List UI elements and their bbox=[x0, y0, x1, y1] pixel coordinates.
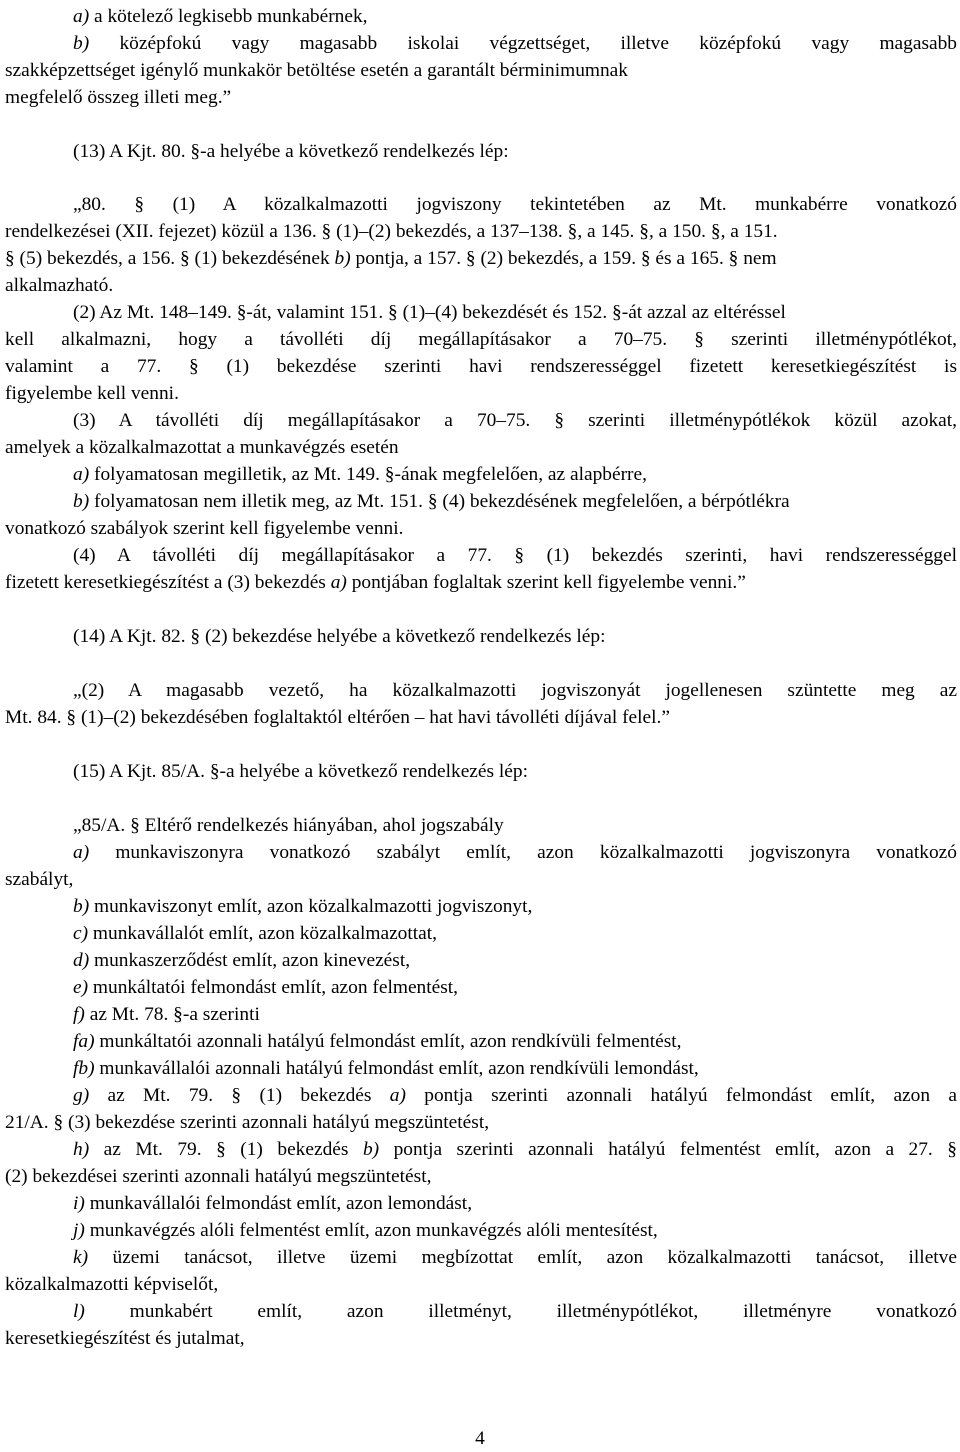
text-segment: pontja szerinti azonnali hatályú felmondást említ, azon a bbox=[405, 1085, 957, 1106]
text-line bbox=[73, 1136, 957, 1164]
text-line bbox=[5, 326, 957, 354]
text-segment: munkavállalói felmondást említ, azon lemondást, bbox=[84, 1193, 473, 1214]
item-marker: b) bbox=[362, 1139, 380, 1160]
item-marker: a) bbox=[73, 464, 90, 485]
text-segment: munkaviszonyt említ, azon közalkalmazotti jogviszonyt, bbox=[89, 896, 533, 917]
text-segment: keresetkiegészítést és jutalmat, bbox=[5, 1328, 245, 1349]
item-marker: e) bbox=[73, 977, 89, 998]
text-line bbox=[73, 1298, 957, 1326]
text-segment: pontjában foglaltak szerint kell figyelembe venni.” bbox=[346, 572, 746, 593]
text-line bbox=[5, 380, 957, 408]
text-line bbox=[73, 191, 957, 219]
text-segment: munkavégzés alóli felmentést említ, azon munkavégzés alóli mentesítést, bbox=[84, 1220, 658, 1241]
text-line bbox=[5, 84, 957, 112]
text-segment: 21/A. § (3) bekezdése szerinti azonnali hatályú megszüntetést, bbox=[5, 1112, 490, 1133]
text-line bbox=[73, 461, 957, 489]
text-segment: amelyek a közalkalmazottat a munkavégzés esetén bbox=[5, 437, 399, 458]
text-segment: közalkalmazotti képviselőt, bbox=[5, 1274, 219, 1295]
text-segment: pontja, a 157. § (2) bekezdés, a 159. § és a 165. § nem bbox=[350, 248, 777, 269]
text-line bbox=[5, 866, 957, 894]
text-line bbox=[5, 1325, 957, 1353]
item-marker: b) bbox=[334, 248, 351, 269]
text-segment: (14) A Kjt. 82. § (2) bekezdése helyébe a következő rendelkezés lép: bbox=[73, 626, 606, 647]
text-segment: az Mt. 79. § (1) bekezdés bbox=[89, 1085, 390, 1106]
text-segment: az Mt. 78. §-a szerinti bbox=[84, 1004, 260, 1025]
text-segment: alkalmazható. bbox=[5, 275, 114, 296]
text-line bbox=[73, 488, 957, 516]
text-segment: folyamatosan megilletik, az Mt. 149. §-ának megfelelően, az alapbérre, bbox=[89, 464, 647, 485]
text-segment: (3) A távolléti díj megállapításakor a 70–75. § szerinti illetménypótlékok közül azokat, bbox=[73, 410, 957, 431]
text-segment: pontja szerinti azonnali hatályú felmentést említ, azon a 27. § bbox=[379, 1139, 957, 1160]
text-segment: szakképzettséget igénylő munkakör betöltése esetén a garantált bérminimumnak bbox=[5, 60, 628, 81]
text-segment: (4) A távolléti díj megállapításakor a 77. § (1) bekezdés szerinti, havi rendszerességgel bbox=[73, 545, 957, 566]
text-segment: munkáltatói felmondást említ, azon felmentést, bbox=[88, 977, 459, 998]
text-line bbox=[73, 1082, 957, 1110]
item-marker: a) bbox=[73, 842, 90, 863]
text-segment: figyelembe kell venni. bbox=[5, 383, 179, 404]
text-segment: (13) A Kjt. 80. §-a helyébe a következő rendelkezés lép: bbox=[73, 141, 509, 162]
text-segment: (2) Az Mt. 148–149. §-át, valamint 151. § (1)–(4) bekezdését és 152. §-át azzal az eltéréssel bbox=[73, 302, 786, 323]
text-line bbox=[5, 245, 957, 273]
text-line bbox=[73, 947, 957, 975]
item-marker: f) bbox=[73, 1004, 85, 1025]
item-marker: l) bbox=[73, 1301, 85, 1322]
text-line bbox=[5, 1163, 957, 1191]
text-segment: § (5) bekezdés, a 156. § (1) bekezdésének bbox=[5, 248, 335, 269]
text-segment: fizetett keresetkiegészítést a (3) bekezdés bbox=[5, 572, 331, 593]
text-line bbox=[73, 623, 957, 651]
text-segment: üzemi tanácsot, illetve üzemi megbízottat említ, azon közalkalmazotti tanácsot, illetve bbox=[88, 1247, 957, 1268]
text-line bbox=[73, 974, 957, 1002]
text-line bbox=[73, 812, 957, 840]
text-segment: Mt. 84. § (1)–(2) bekezdésében foglaltaktól eltérően – hat havi távolléti díjával felel.” bbox=[5, 707, 670, 728]
text-line bbox=[73, 1001, 957, 1029]
text-line bbox=[73, 407, 957, 435]
text-line bbox=[5, 434, 957, 462]
text-segment: munkaszerződést említ, azon kinevezést, bbox=[89, 950, 411, 971]
text-segment: „80. § (1) A közalkalmazotti jogviszony tekintetében az Mt. munkabérre vonatkozó bbox=[73, 194, 957, 215]
text-line bbox=[5, 569, 957, 597]
text-segment: „85/A. § Eltérő rendelkezés hiányában, ahol jogszabály bbox=[73, 815, 504, 836]
text-segment: munkáltatói azonnali hatályú felmondást említ, azon rendkívüli felmentést, bbox=[94, 1031, 682, 1052]
text-line bbox=[73, 1217, 957, 1245]
text-line bbox=[5, 57, 957, 85]
text-line bbox=[73, 1190, 957, 1218]
text-line bbox=[73, 1055, 957, 1083]
item-marker: g) bbox=[73, 1085, 90, 1106]
item-marker: c) bbox=[73, 923, 89, 944]
text-segment: folyamatosan nem illetik meg, az Mt. 151. § (4) bekezdésének megfelelően, a bérpótlékra bbox=[89, 491, 790, 512]
item-marker: a) bbox=[73, 6, 90, 27]
text-segment: szabályt, bbox=[5, 869, 74, 890]
item-marker: i) bbox=[73, 1193, 85, 1214]
text-segment: valamint a 77. § (1) bekezdése szerinti havi rendszerességgel fizetett keresetkiegészítést is bbox=[5, 356, 957, 377]
item-marker: fb) bbox=[73, 1058, 95, 1079]
text-line bbox=[73, 299, 957, 327]
text-line bbox=[73, 677, 957, 705]
item-marker: a) bbox=[330, 572, 347, 593]
text-segment: munkavállalót említ, azon közalkalmazottat, bbox=[88, 923, 437, 944]
text-line bbox=[5, 218, 957, 246]
text-line bbox=[73, 758, 957, 786]
text-line bbox=[5, 704, 957, 732]
item-marker: h) bbox=[73, 1139, 90, 1160]
text-segment: a kötelező legkisebb munkabérnek, bbox=[89, 6, 368, 27]
page-number: 4 bbox=[475, 1428, 485, 1449]
item-marker: b) bbox=[73, 896, 90, 917]
text-line bbox=[5, 1271, 957, 1299]
text-line bbox=[5, 515, 957, 543]
text-line bbox=[5, 1109, 957, 1137]
text-line bbox=[5, 353, 957, 381]
text-segment: (15) A Kjt. 85/A. §-a helyébe a következő rendelkezés lép: bbox=[73, 761, 528, 782]
text-line bbox=[73, 920, 957, 948]
text-segment: „(2) A magasabb vezető, ha közalkalmazotti jogviszonyát jogellenesen szüntette meg az bbox=[73, 680, 957, 701]
text-segment: vonatkozó szabályok szerint kell figyelembe venni. bbox=[5, 518, 404, 539]
item-marker: a) bbox=[389, 1085, 406, 1106]
text-segment: megfelelő összeg illeti meg.” bbox=[5, 87, 232, 108]
text-line bbox=[73, 893, 957, 921]
text-line bbox=[73, 1028, 957, 1056]
text-segment: munkavállalói azonnali hatályú felmondást említ, azon rendkívüli lemondást, bbox=[94, 1058, 699, 1079]
text-line bbox=[5, 272, 957, 300]
item-marker: d) bbox=[73, 950, 90, 971]
item-marker: b) bbox=[73, 33, 90, 54]
text-segment: (2) bekezdései szerinti azonnali hatályú megszüntetést, bbox=[5, 1166, 432, 1187]
text-segment: munkaviszonyra vonatkozó szabályt említ, azon közalkalmazotti jogviszonyra vonatkozó bbox=[89, 842, 957, 863]
text-segment: rendelkezései (XII. fejezet) közül a 136. § (1)–(2) bekezdés, a 137–138. §, a 145. §, a 150. §, a 151. bbox=[5, 221, 778, 242]
item-marker: k) bbox=[73, 1247, 89, 1268]
item-marker: b) bbox=[73, 491, 90, 512]
text-segment: középfokú vagy magasabb iskolai végzettséget, illetve középfokú vagy magasabb bbox=[89, 33, 957, 54]
text-line bbox=[73, 138, 957, 166]
text-line bbox=[73, 839, 957, 867]
text-segment: az Mt. 79. § (1) bekezdés bbox=[89, 1139, 363, 1160]
text-segment: munkabért említ, azon illetményt, illetménypótlékot, illetményre vonatkozó bbox=[84, 1301, 957, 1322]
item-marker: fa) bbox=[73, 1031, 95, 1052]
text-line bbox=[73, 3, 957, 31]
text-line bbox=[73, 30, 957, 58]
item-marker: j) bbox=[73, 1220, 85, 1241]
text-line bbox=[73, 1244, 957, 1272]
text-line bbox=[73, 542, 957, 570]
text-segment: kell alkalmazni, hogy a távolléti díj megállapításakor a 70–75. § szerinti illetménypótlékot, bbox=[5, 329, 957, 350]
